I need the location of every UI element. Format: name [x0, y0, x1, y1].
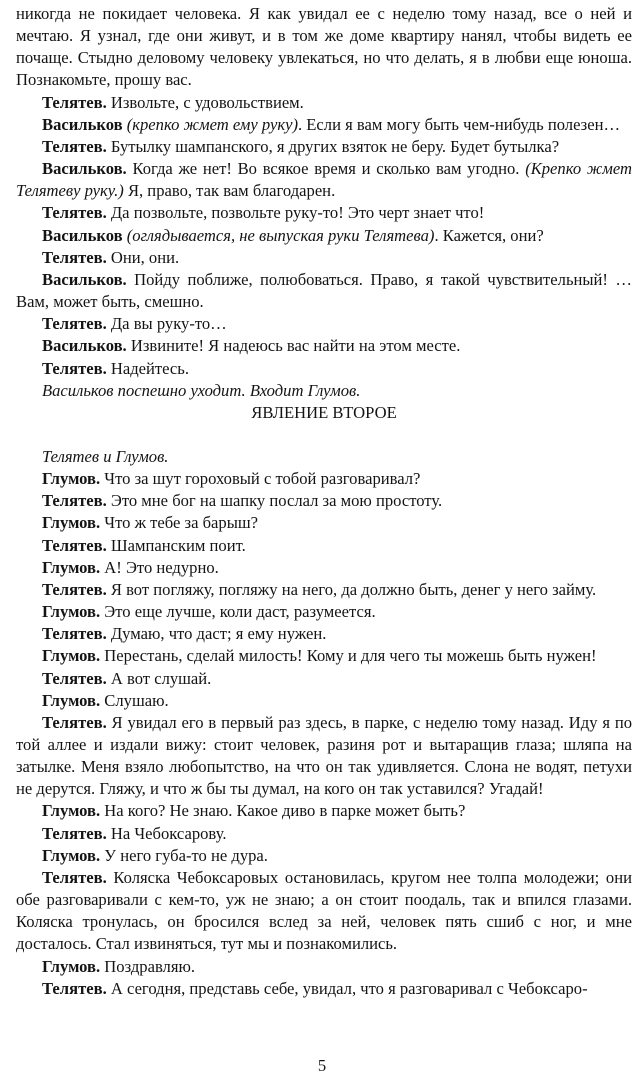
speaker-name: Глумов. — [42, 690, 101, 710]
speaker-name: Телятев. — [42, 867, 107, 887]
speaker-name: Телятев. — [42, 579, 107, 599]
paragraph — [16, 645, 632, 667]
scene-heading: ЯВЛЕНИЕ ВТОРОЕ — [251, 402, 397, 422]
paragraph — [16, 579, 632, 601]
speaker-name: Васильков — [42, 114, 123, 134]
speaker-name: Васильков. — [42, 269, 127, 289]
paragraph — [16, 247, 632, 269]
speaker-name: Телятев. — [42, 136, 107, 156]
dialogue-text: Надейтесь. — [106, 358, 190, 378]
dialogue-text: На кого? Не знаю. Какое диво в парке может быть? — [100, 801, 466, 821]
speaker-name: Глумов. — [42, 557, 101, 577]
speaker-name: Телятев. — [42, 491, 107, 511]
paragraph — [16, 867, 632, 956]
paragraph — [16, 623, 632, 645]
speaker-name: Васильков. — [42, 336, 127, 356]
paragraph — [16, 313, 632, 335]
text-block-1 — [16, 3, 632, 402]
speaker-name: Телятев. — [42, 247, 107, 267]
dialogue-text: Они, они. — [106, 247, 180, 267]
dialogue-text: Думаю, что даст; я ему нужен. — [106, 624, 327, 644]
speaker-name: Телятев. — [42, 314, 107, 334]
speaker-name: Глумов. — [42, 513, 101, 533]
page-body — [16, 3, 632, 1000]
dialogue-text: На Чебоксарову. — [106, 823, 227, 843]
speaker-name: Глумов. — [42, 602, 101, 622]
paragraph — [16, 557, 632, 579]
paragraph — [16, 845, 632, 867]
paragraph — [16, 800, 632, 822]
dialogue-text: Я увидал его в первый раз здесь, в парке, с неделю тому назад. Иду я по той аллее и издали вижу: стоит человек, разиня рот и вытаращив глаза; шляпа на затылке. Меня взяло любопытство, на что он так удивляется. Слона не водят, петухи не дерутся. Гляжу, и что ж бы ты думал, на кого он так уставился? Угадай! — [16, 712, 632, 799]
paragraph — [16, 136, 632, 158]
speaker-name: Телятев. — [42, 978, 107, 998]
paragraph — [16, 512, 632, 534]
stage-direction: Телятев и Глумов. — [42, 446, 169, 466]
dialogue-text: Что за шут гороховый с тобой разговаривал? — [100, 469, 421, 489]
paragraph — [16, 823, 632, 845]
paragraph — [16, 535, 632, 557]
dialogue-text: Шампанским поит. — [106, 535, 246, 555]
dialogue-text: У него губа-то не дура. — [100, 845, 268, 865]
paragraph — [16, 380, 632, 402]
dialogue-text: Это мне бог на шапку послал за мою простоту. — [106, 491, 443, 511]
paragraph — [16, 114, 632, 136]
dialogue-text: . Кажется, они? — [434, 225, 544, 245]
paragraph — [16, 690, 632, 712]
paragraph — [16, 335, 632, 357]
stage-direction: (оглядывается, не выпуская руки Телятева) — [126, 225, 435, 245]
text-block-2 — [16, 446, 632, 1000]
dialogue-text: . Если я вам могу быть чем-нибудь полезен… — [298, 114, 621, 134]
speaker-name: Глумов. — [42, 956, 101, 976]
stage-direction: Васильков поспешно уходит. Входит Глумов. — [42, 380, 361, 400]
speaker-name: Глумов. — [42, 845, 101, 865]
dialogue-text: Поздравляю. — [100, 956, 196, 976]
speaker-name: Глумов. — [42, 801, 101, 821]
speaker-name: Телятев. — [42, 92, 107, 112]
paragraph — [16, 158, 632, 202]
dialogue-text: Извольте, с удовольствием. — [106, 92, 304, 112]
speaker-name: Телятев. — [42, 712, 107, 732]
paragraph — [16, 601, 632, 623]
dialogue-text: А сегодня, представь себе, увидал, что я разговаривал с Чебоксаро- — [106, 978, 588, 998]
paragraph — [16, 978, 632, 1000]
paragraph — [16, 202, 632, 224]
dialogue-text: А! Это недурно. — [100, 557, 219, 577]
paragraph — [16, 92, 632, 114]
paragraph — [16, 3, 632, 92]
dialogue-text: Что ж тебе за барыш? — [100, 513, 258, 533]
speaker-name: Васильков — [42, 225, 123, 245]
speaker-name: Телятев. — [42, 624, 107, 644]
speaker-name: Телятев. — [42, 203, 107, 223]
paragraph — [16, 712, 632, 801]
dialogue-text: Пойду поближе, полюбоваться. Право, я такой чувствительный! … Вам, может быть, смешно. — [16, 269, 632, 312]
speaker-name: Глумов. — [42, 646, 101, 666]
dialogue-text: Я, право, так вам благодарен. — [123, 181, 336, 201]
speaker-name: Телятев. — [42, 668, 107, 688]
speaker-name: Телятев. — [42, 823, 107, 843]
paragraph — [16, 446, 632, 468]
paragraph — [16, 225, 632, 247]
dialogue-text: никогда не покидает человека. Я как увидал ее с неделю тому назад, все о ней и мечтаю. Я узнал, где они живут, и в том же доме квартиру нанял, чтобы видеть ее почаще. Стыдно деловому человеку увлекаться, но что делать, я в любви еще юноша. Познакомьте, прошу вас. — [16, 4, 632, 90]
speaker-name: Глумов. — [42, 469, 101, 489]
stage-direction: (Крепко жмет Телятеву руку.) — [16, 159, 633, 201]
paragraph — [16, 956, 632, 978]
paragraph — [16, 668, 632, 690]
paragraph — [16, 358, 632, 380]
dialogue-text: Да вы руку-то… — [106, 314, 227, 334]
dialogue-text: Да позвольте, позвольте руку-то! Это черт знает что! — [106, 203, 485, 223]
dialogue-text: Извините! Я надеюсь вас найти на этом месте. — [126, 336, 461, 356]
paragraph — [16, 490, 632, 512]
dialogue-text: А вот слушай. — [106, 668, 212, 688]
paragraph — [16, 269, 632, 313]
speaker-name: Васильков. — [42, 159, 127, 179]
dialogue-text: Бутылку шампанского, я других взяток не беру. Будет бутылка? — [106, 136, 560, 156]
page-number: 5 — [317, 1056, 327, 1075]
speaker-name: Телятев. — [42, 535, 107, 555]
dialogue-text: Я вот погляжу, погляжу на него, да должно быть, денег у него займу. — [106, 579, 597, 599]
stage-direction: (крепко жмет ему руку) — [126, 114, 298, 134]
dialogue-text: Перестань, сделай милость! Кому и для чего ты можешь быть нужен! — [100, 646, 597, 666]
dialogue-text: Слушаю. — [100, 690, 169, 710]
speaker-name: Телятев. — [42, 358, 107, 378]
dialogue-text: Когда же нет! Во всякое время и сколько вам угодно. — [126, 159, 526, 179]
paragraph — [16, 468, 632, 490]
dialogue-text: Коляска Чебоксаровых остановилась, кругом нее толпа молодежи; они обе разговаривали с кем-то, уж не знаю; а он стоит поодаль, так и впился глазами. Коляска тронулась, он бросился вслед за ней, человек пять сшиб с ног, и мне досталось. Стал извиняться, тут мы и познакомились. — [16, 867, 632, 954]
dialogue-text: Это еще лучше, коли даст, разумеется. — [100, 602, 376, 622]
